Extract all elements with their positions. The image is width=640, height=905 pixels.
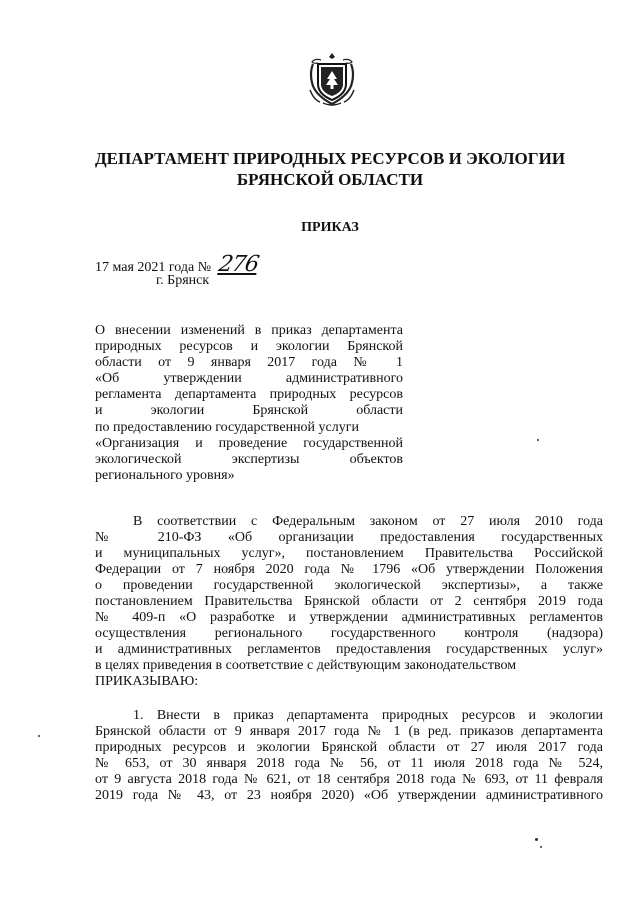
subject-line: природных ресурсов и экологии Брянской <box>95 339 403 355</box>
preamble-line: и муниципальных услуг», постановлением Правительства Российской <box>95 546 603 561</box>
preamble-line: о проведении государственной экологической экспертизы», а также <box>95 578 603 593</box>
item-1-paragraph <box>95 708 603 804</box>
scan-speck <box>38 735 40 737</box>
subject-line: регионального уровня» <box>95 467 235 483</box>
order-city: г. Брянск <box>156 273 210 288</box>
preamble-line: в целях приведения в соответствие с действующим законодательством <box>95 658 517 673</box>
item-line: № 653, от 30 января 2018 года № 56, от 11 июля 2018 года № 524, <box>95 756 603 771</box>
handwritten-order-number: 276 <box>216 252 260 277</box>
preamble-line: осуществления регионального государственного контроля (надзора) <box>95 626 603 641</box>
scan-speck <box>535 838 538 841</box>
subject-line: «Об утверждении административного <box>95 371 403 387</box>
scan-speck <box>540 846 542 848</box>
scan-speck <box>537 439 539 441</box>
preamble-line: В соответствии с Федеральным законом от 27 июля 2010 года <box>133 514 603 529</box>
order-word: ПРИКАЗЫВАЮ: <box>95 674 199 689</box>
department-title-line2: БРЯНСКОЙ ОБЛАСТИ <box>236 170 424 189</box>
order-date: 17 мая 2021 года № <box>95 260 212 275</box>
order-body <box>95 514 603 804</box>
subject-line: «Организация и проведение государственной <box>95 435 403 451</box>
department-title-line1: ДЕПАРТАМЕНТ ПРИРОДНЫХ РЕСУРСОВ И ЭКОЛОГИИ <box>94 149 566 168</box>
subject-line: по предоставлению государственной услуги <box>95 419 359 435</box>
preamble-line: № 210-ФЗ «Об организации предоставления государственных <box>95 530 603 545</box>
preamble-paragraph <box>95 514 603 690</box>
item-line: 2019 года № 43, от 23 ноября 2020) «Об утверждении административного <box>95 788 603 803</box>
department-title <box>60 148 600 190</box>
preamble-line: № 409-п «О разработке и утверждении административных регламентов <box>95 610 603 625</box>
preamble-line: Федерации от 7 ноября 2020 года № 1796 «Об утверждении Положения <box>95 562 603 577</box>
preamble-line: постановлением Правительства Брянской области от 2 сентября 2019 года <box>95 594 603 609</box>
document-type-heading: ПРИКАЗ <box>301 220 359 235</box>
preamble-line: и административных регламентов предоставления государственных услуг» <box>95 642 603 657</box>
subject-line: экологической экспертизы объектов <box>95 451 403 467</box>
item-line: 1. Внести в приказ департамента природных ресурсов и экологии <box>133 708 603 723</box>
subject-line: и экологии Брянской области <box>95 403 403 419</box>
subject-line: О внесении изменений в приказ департамента <box>95 323 403 338</box>
subject-line: области от 9 января 2017 года № 1 <box>95 355 403 371</box>
subject-line: регламента департамента природных ресурсов <box>95 387 403 403</box>
order-subject <box>95 323 403 484</box>
item-line: Брянской области от 9 января 2017 года № 1 (в ред. приказов департамента <box>95 724 603 739</box>
item-line: от 9 августа 2018 года № 621, от 18 сентября 2018 года № 693, от 11 февраля <box>95 772 603 787</box>
coat-of-arms-emblem <box>307 50 357 108</box>
item-line: природных ресурсов и экологии Брянской области от 27 июля 2017 года <box>95 740 603 755</box>
